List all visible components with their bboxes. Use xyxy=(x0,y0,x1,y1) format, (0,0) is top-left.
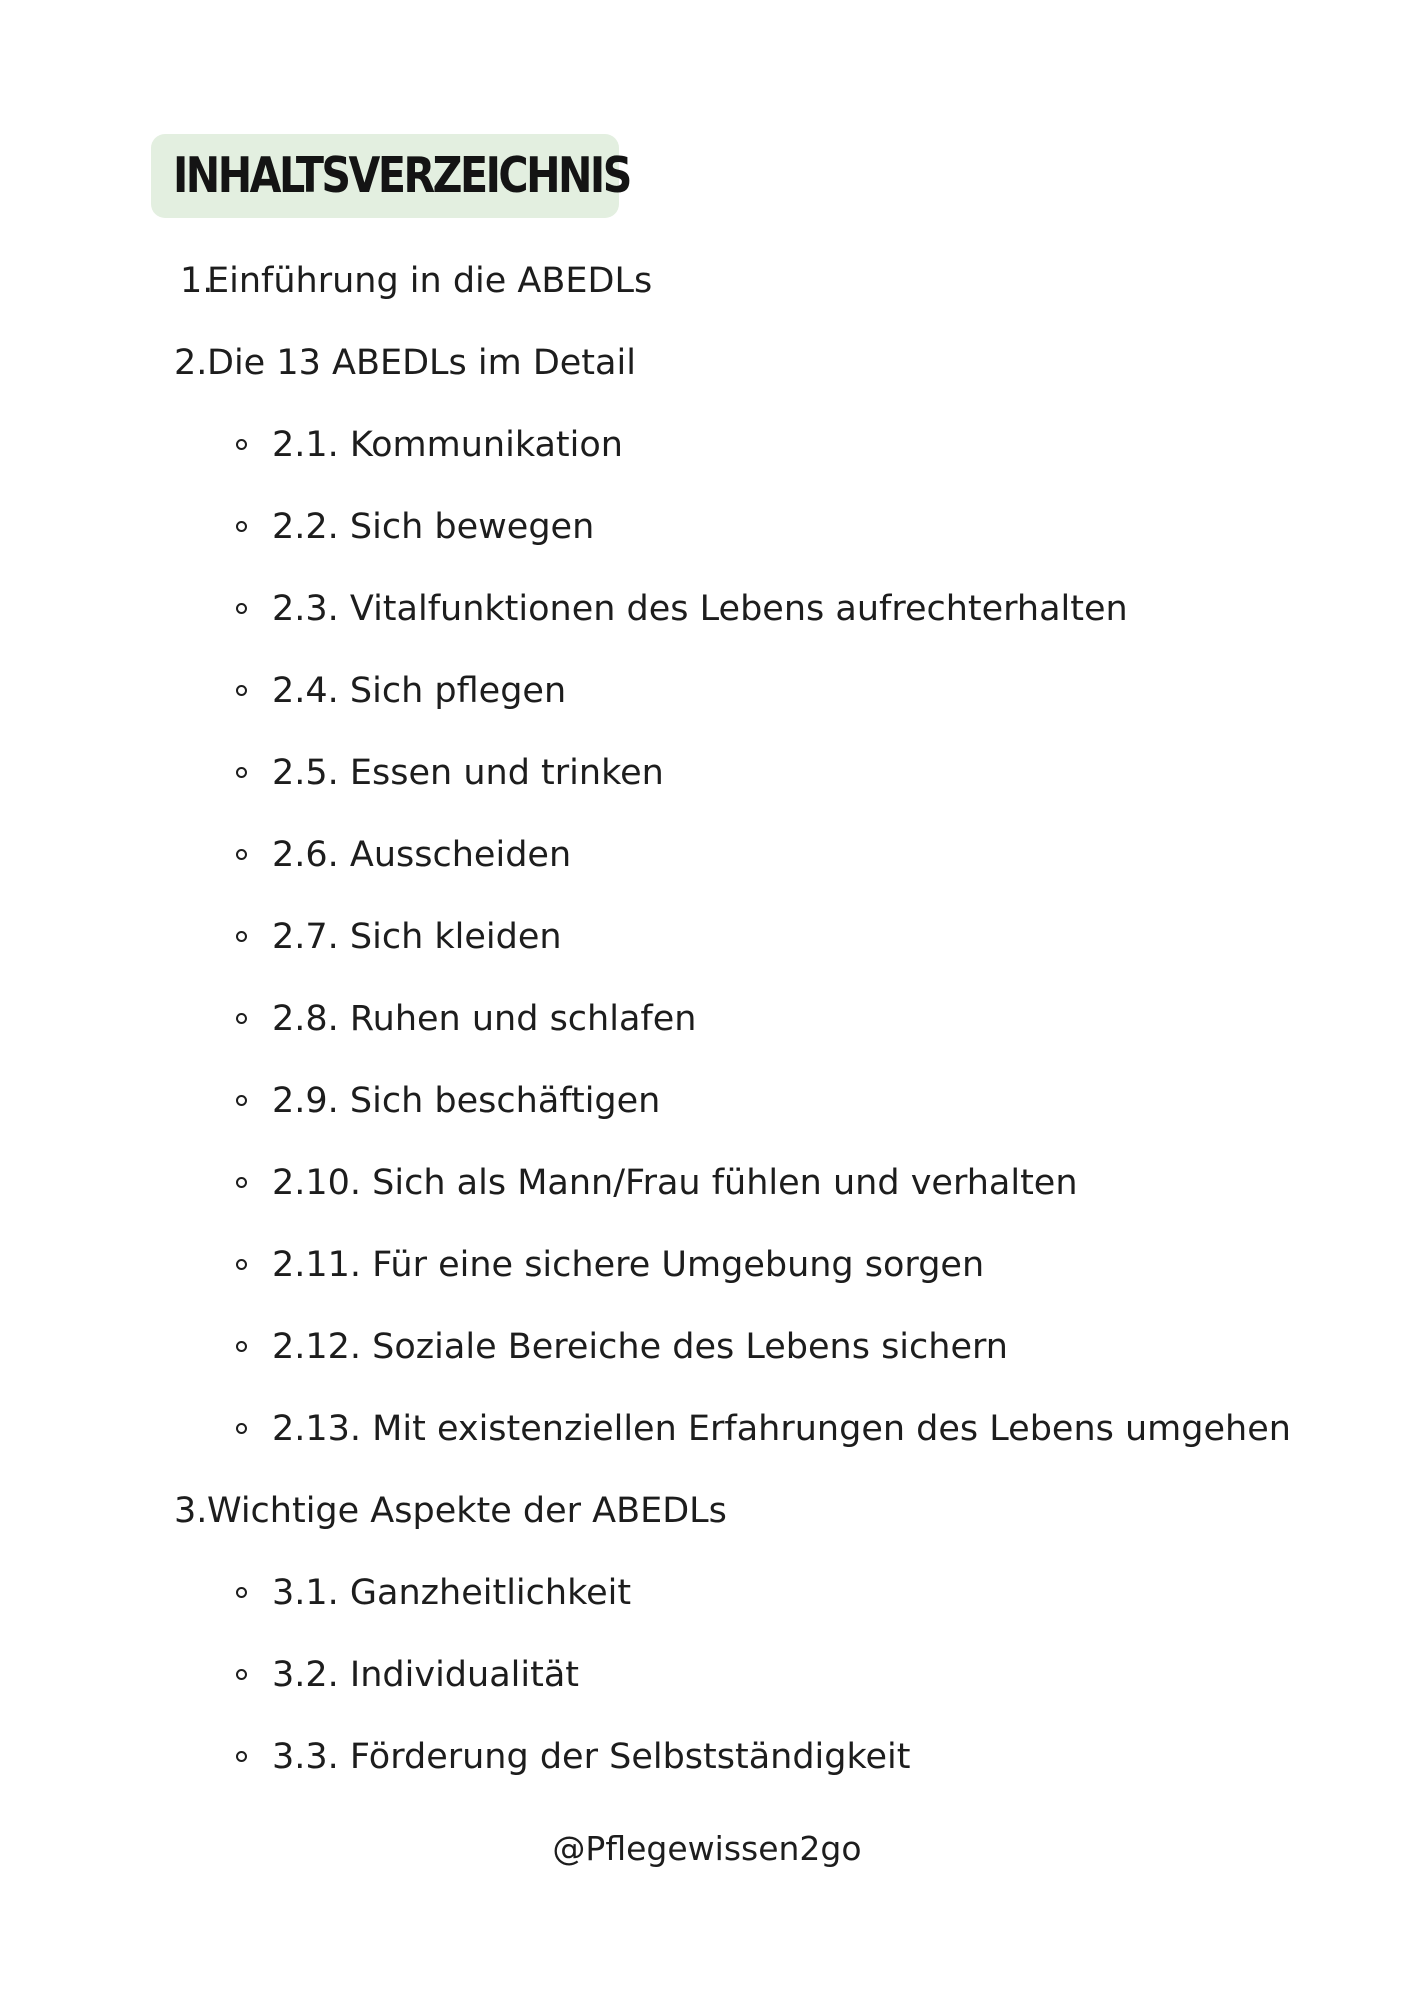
toc-sublabel: 2.13. Mit existenziellen Erfahrungen des Lebens umgehen xyxy=(272,1409,1291,1449)
circle-bullet-icon xyxy=(236,1177,247,1188)
toc-sublabel: 2.10. Sich als Mann/Frau fühlen und verhalten xyxy=(272,1163,1078,1203)
toc-label: Die 13 ABEDLs im Detail xyxy=(207,343,636,383)
toc-sublabel: 3.3. Förderung der Selbstständigkeit xyxy=(272,1737,911,1777)
circle-bullet-icon xyxy=(236,931,247,942)
circle-bullet-icon xyxy=(236,1095,247,1106)
circle-bullet-icon xyxy=(236,603,247,614)
toc-sublabel: 2.1. Kommunikation xyxy=(272,425,623,465)
circle-bullet-icon xyxy=(236,1669,247,1680)
toc-sublabel: 2.7. Sich kleiden xyxy=(272,917,562,957)
title-highlight xyxy=(151,134,630,218)
circle-bullet-icon xyxy=(236,849,247,860)
toc-label: Einführung in die ABEDLs xyxy=(207,261,653,301)
toc-sublabel: 2.5. Essen und trinken xyxy=(272,753,664,793)
toc-sublabel: 2.12. Soziale Bereiche des Lebens sichern xyxy=(272,1327,1008,1367)
circle-bullet-icon xyxy=(236,767,247,778)
toc-sublabel: 2.11. Für eine sichere Umgebung sorgen xyxy=(272,1245,985,1285)
toc-number: 3. xyxy=(174,1491,208,1531)
toc-sublabel: 2.4. Sich pflegen xyxy=(272,671,567,711)
toc-sublabel: 2.2. Sich bewegen xyxy=(272,507,595,547)
circle-bullet-icon xyxy=(236,1259,247,1270)
toc-sublabel: 2.9. Sich beschäftigen xyxy=(272,1081,661,1121)
circle-bullet-icon xyxy=(236,1751,247,1762)
circle-bullet-icon xyxy=(236,1587,247,1598)
toc-number: 2. xyxy=(174,343,208,383)
toc-sublabel: 2.6. Ausscheiden xyxy=(272,835,572,875)
toc-sublabel: 2.8. Ruhen und schlafen xyxy=(272,999,697,1039)
circle-bullet-icon xyxy=(236,1013,247,1024)
toc-label: Wichtige Aspekte der ABEDLs xyxy=(207,1491,727,1531)
circle-bullet-icon xyxy=(236,1341,247,1352)
page-title: INHALTSVERZEICHNIS xyxy=(173,147,630,204)
toc-sublabel: 2.3. Vitalfunktionen des Lebens aufrechterhalten xyxy=(272,589,1128,629)
toc-sublabel: 3.2. Individualität xyxy=(272,1655,579,1695)
circle-bullet-icon xyxy=(236,439,247,450)
footer-handle: @Pflegewissen2go xyxy=(552,1829,862,1868)
circle-bullet-icon xyxy=(236,521,247,532)
circle-bullet-icon xyxy=(236,1423,247,1434)
circle-bullet-icon xyxy=(236,685,247,696)
toc-number: 1. xyxy=(180,261,214,301)
toc-sublabel: 3.1. Ganzheitlichkeit xyxy=(272,1573,632,1613)
